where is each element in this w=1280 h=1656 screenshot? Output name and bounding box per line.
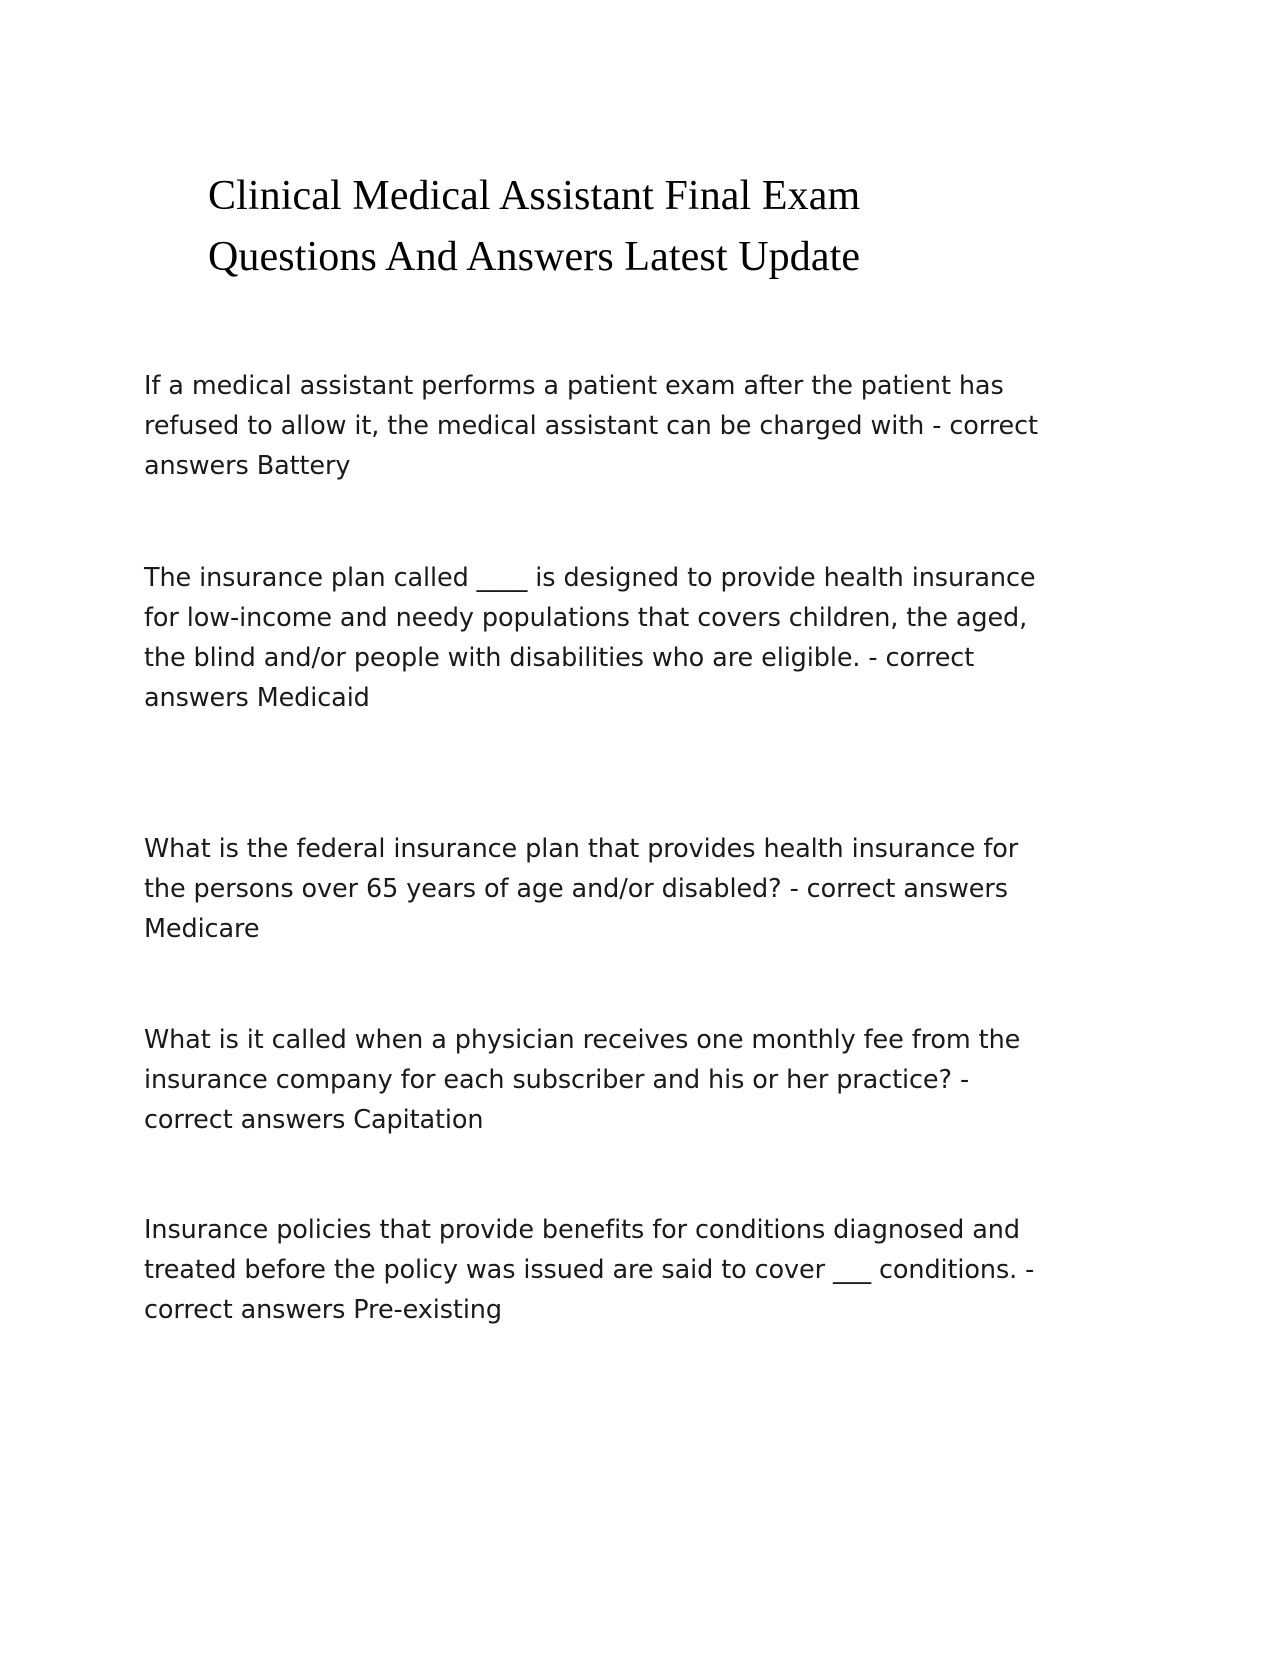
- page-title: Clinical Medical Assistant Final Exam Questions And Answers Latest Update: [208, 173, 861, 281]
- question-block-4: What is it called when a physician receives one monthly fee from the insurance company for each subscriber and his or her practice? - correct answers Capitation: [144, 1024, 1021, 1136]
- question-block-3: What is the federal insurance plan that provides health insurance for the persons over 65 years of age and/or disabled? - correct answers Medicare: [144, 833, 1019, 945]
- question-block-5: Insurance policies that provide benefits for conditions diagnosed and treated before the policy was issued are said to cover ___ conditions. - correct answers Pre-existing: [144, 1214, 1035, 1326]
- question-block-2: The insurance plan called ____ is designed to provide health insurance for low-income and needy populations that covers children, the aged, the blind and/or people with disabilities who are eligible. - correct answers Medicaid: [144, 562, 1036, 714]
- question-block-1: If a medical assistant performs a patient exam after the patient has refused to allow it, the medical assistant can be charged with - correct answers Battery: [144, 370, 1038, 482]
